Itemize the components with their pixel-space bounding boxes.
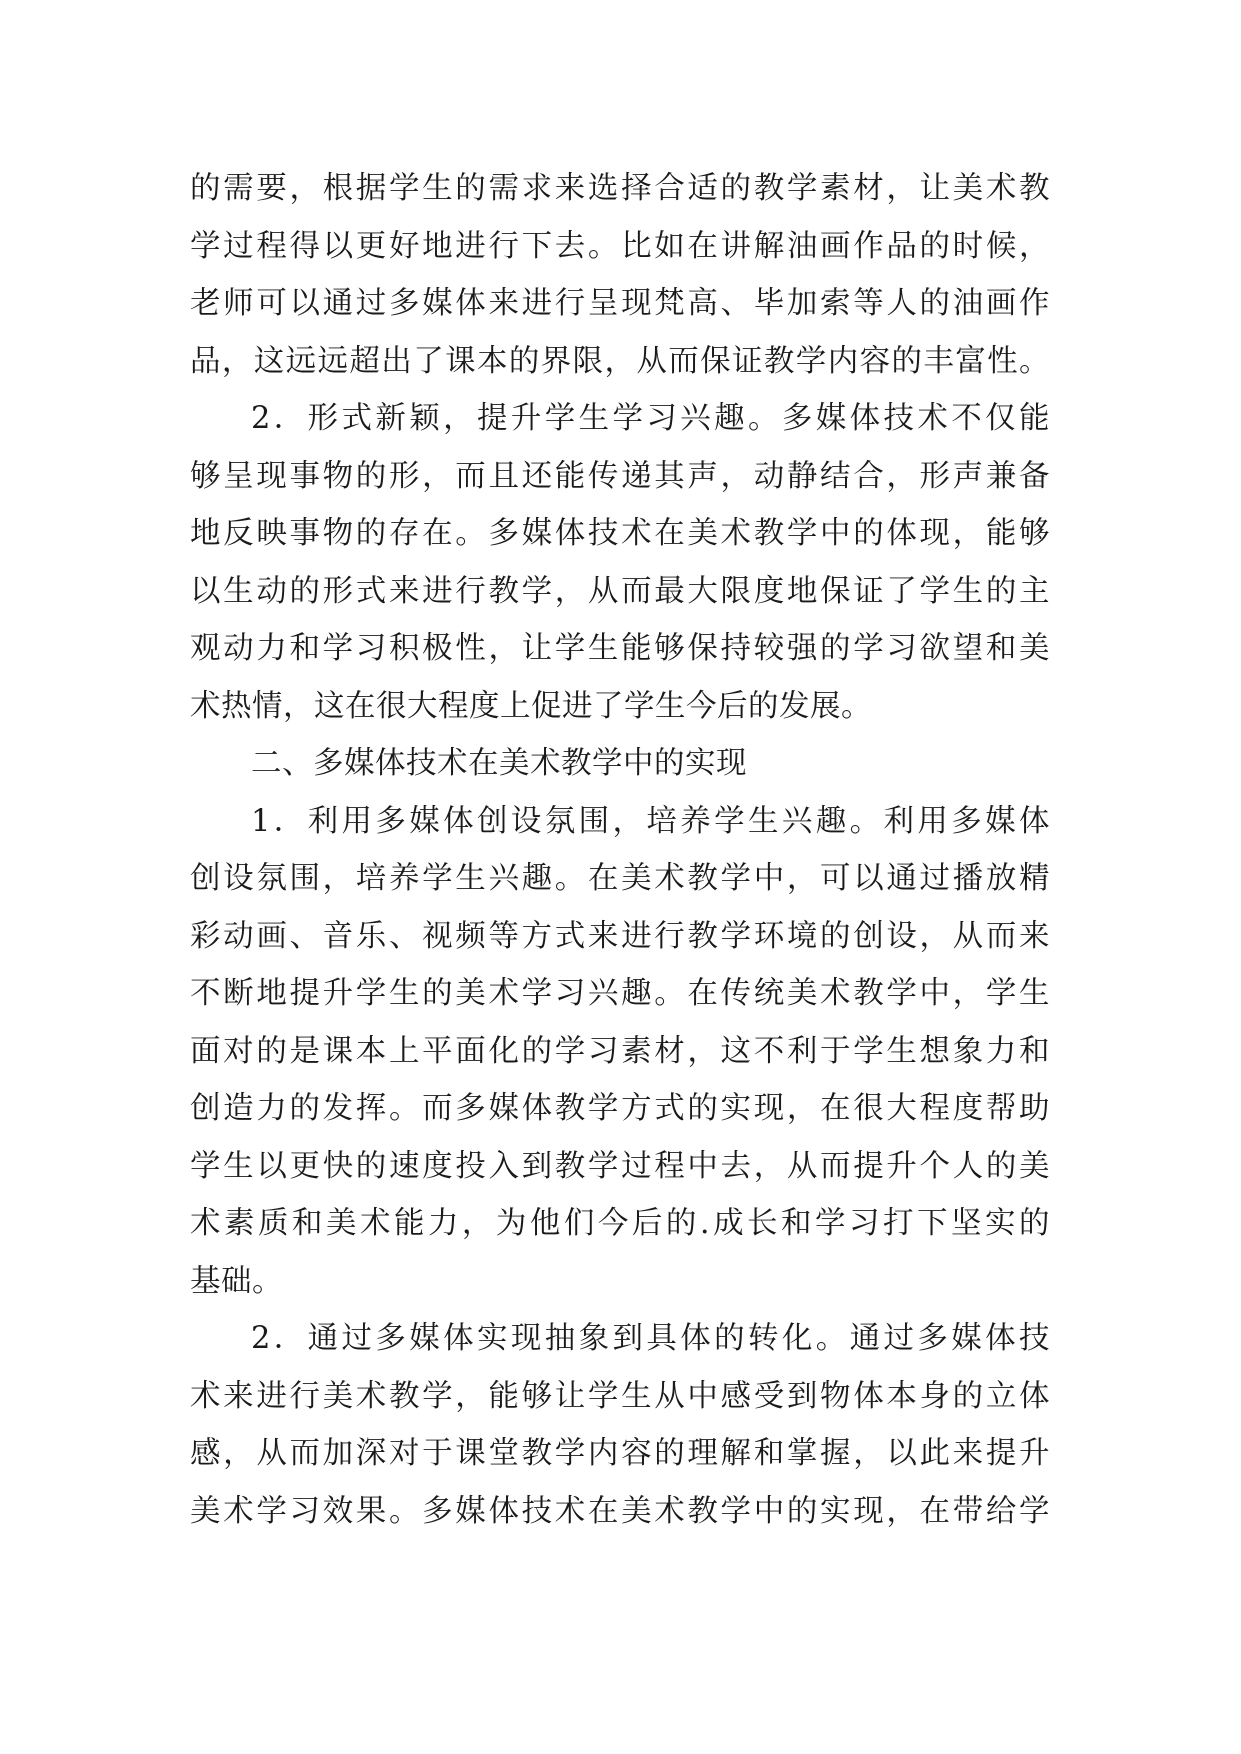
text-line: 美术学习效果。多媒体技术在美术教学中的实现，在带给学 xyxy=(190,1493,1050,1529)
text-line: 术热情，这在很大程度上促进了学生今后的发展。 xyxy=(190,688,872,724)
text-line: 观动力和学习积极性，让学生能够保持较强的学习欲望和美 xyxy=(190,631,1050,666)
text-line: 二、多媒体技术在美术教学中的实现 xyxy=(251,746,747,781)
text-line: 够呈现事物的形，而且还能传递其声，动静结合，形声兼备 xyxy=(190,458,1050,494)
text-line: 1．利用多媒体创设氛围，培养学生兴趣。利用多媒体 xyxy=(251,803,1050,839)
text-line: 学生以更快的速度投入到教学过程中去，从而提升个人的美 xyxy=(190,1148,1050,1184)
text-line: 品，这远远超出了课本的界限，从而保证教学内容的丰富性。 xyxy=(190,343,1050,379)
text-line: 以生动的形式来进行教学，从而最大限度地保证了学生的主 xyxy=(190,573,1050,609)
text-line: 学过程得以更好地进行下去。比如在讲解油画作品的时候， xyxy=(190,228,1050,264)
text-line: 面对的是课本上平面化的学习素材，这不利于学生想象力和 xyxy=(190,1033,1050,1069)
text-line: 术来进行美术教学，能够让学生从中感受到物体本身的立体 xyxy=(190,1378,1050,1414)
text-line: 2．形式新颖，提升学生学习兴趣。多媒体技术不仅能 xyxy=(251,401,1050,436)
text-line: 创造力的发挥。而多媒体教学方式的实现，在很大程度帮助 xyxy=(190,1091,1050,1126)
text-line: 地反映事物的存在。多媒体技术在美术教学中的体现，能够 xyxy=(190,516,1050,551)
text-line: 基础。 xyxy=(190,1263,283,1299)
document-body xyxy=(190,160,1050,1540)
text-line: 感，从而加深对于课堂教学内容的理解和掌握，以此来提升 xyxy=(190,1436,1050,1471)
text-line: 彩动画、音乐、视频等方式来进行教学环境的创设，从而来 xyxy=(190,918,1050,954)
text-line: 创设氛围，培养学生兴趣。在美术教学中，可以通过播放精 xyxy=(190,861,1050,896)
text-line: 2．通过多媒体实现抽象到具体的转化。通过多媒体技 xyxy=(251,1321,1050,1356)
text-line: 术素质和美术能力，为他们今后的.成长和学习打下坚实的 xyxy=(190,1206,1050,1241)
text-line: 不断地提升学生的美术学习兴趣。在传统美术教学中，学生 xyxy=(190,976,1050,1011)
text-line: 的需要，根据学生的需求来选择合适的教学素材，让美术教 xyxy=(190,171,1050,206)
text-line: 老师可以通过多媒体来进行呈现梵高、毕加索等人的油画作 xyxy=(190,286,1050,321)
